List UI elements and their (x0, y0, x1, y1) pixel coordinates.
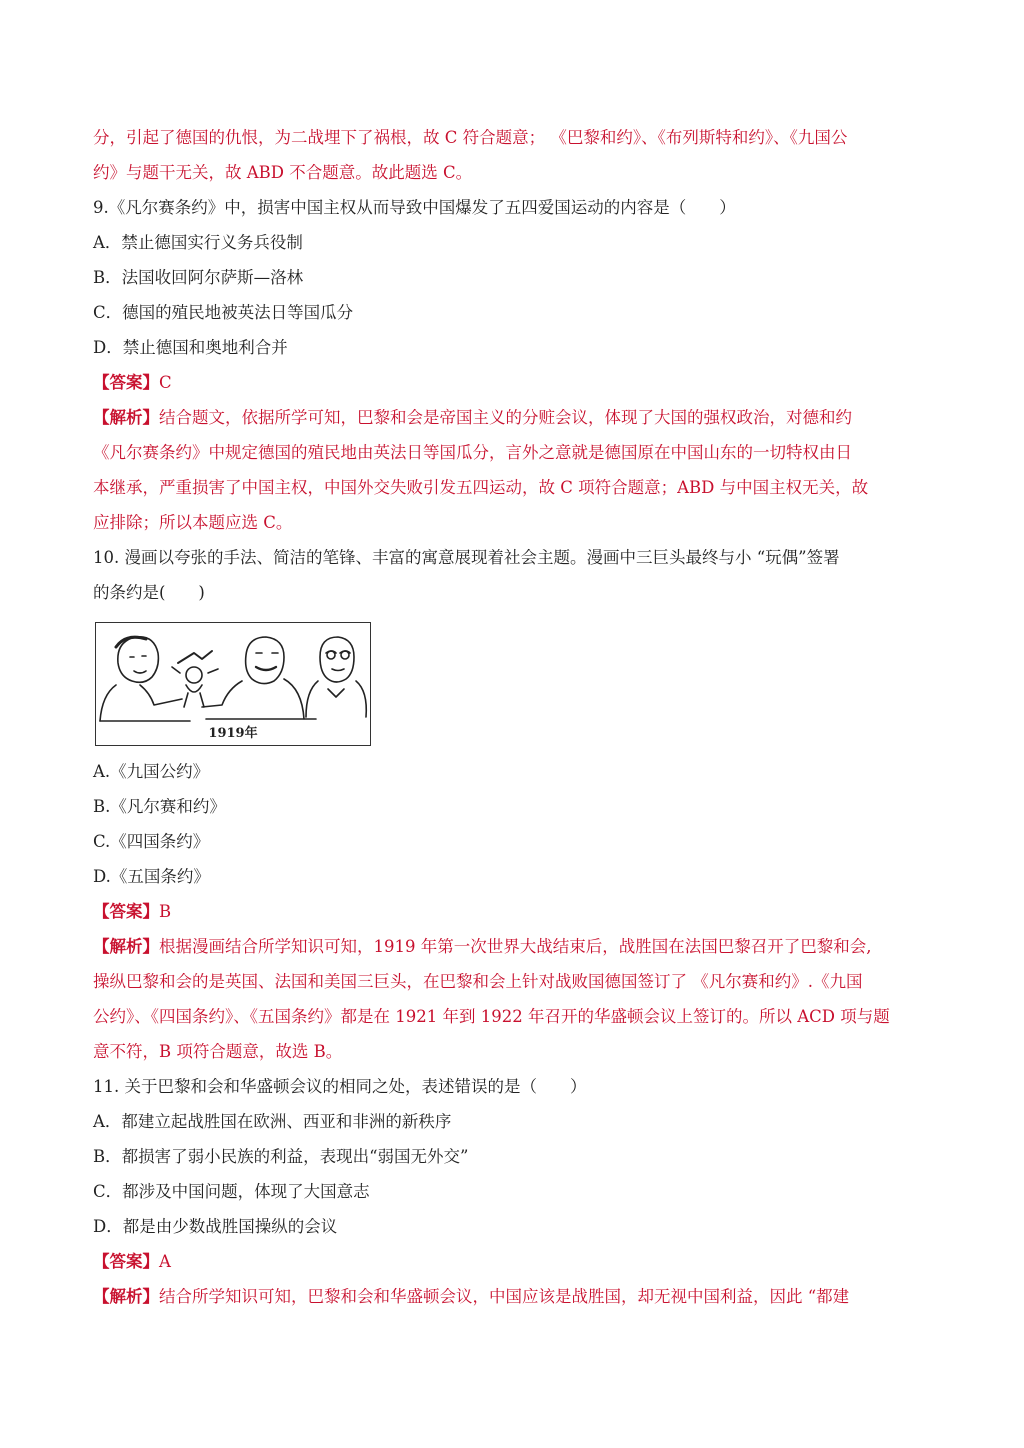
q10-stem-line-1: 10. 漫画以夸张的手法、简洁的笔锋、丰富的寓意展现着社会主题。漫画中三巨头最终与小 “玩偶”签署 (93, 548, 840, 567)
analysis-label: 【解析】 (93, 1287, 159, 1306)
q10-analysis-line-2: 操纵巴黎和会的是英国、法国和美国三巨头，在巴黎和会上针对战败国德国签订了 《凡尔赛和约》.《九国 (93, 972, 863, 991)
q10-cartoon-image (95, 622, 371, 746)
answer-label: 【答案】 (93, 902, 159, 921)
q9-analysis-line-1: 【解析】结合题文，依据所学可知，巴黎和会是帝国主义的分赃会议，体现了大国的强权政治，对德和约 (93, 408, 852, 427)
q9-answer (93, 365, 933, 400)
q10-option-c: C.《四国条约》 (93, 832, 210, 851)
q10-analysis-line-3: 公约》、《四国条约》、《五国条约》都是在 1921 年到 1922 年召开的华盛顿会议上签订的。所以 ACD 项与题 (93, 1007, 890, 1026)
prev-analysis-line-2: 约》与题干无关，故 ABD 不合题意。故此题选 C。 (93, 163, 473, 182)
q9-analysis-line-4: 应排除；所以本题应选 C。 (93, 513, 293, 532)
q10-analysis-line-1: 【解析】根据漫画结合所学知识可知，1919 年第一次世界大战结束后，战胜国在法国巴黎召开了巴黎和会, (93, 937, 872, 956)
q11-stem: 11. 关于巴黎和会和华盛顿会议的相同之处，表述错误的是（ ） (93, 1077, 587, 1096)
q10-option-a: A.《九国公约》 (93, 762, 210, 781)
q11-answer (93, 1244, 933, 1279)
q9-answer-value: C (159, 373, 172, 392)
q10-answer-value: B (159, 902, 172, 921)
page-content (93, 120, 933, 1314)
answer-label: 【答案】 (93, 1252, 159, 1271)
q10-answer (93, 894, 933, 929)
q11-option-a: A．都建立起战胜国在欧洲、西亚和非洲的新秩序 (93, 1112, 452, 1131)
q11-answer-value: A (159, 1252, 171, 1271)
q11-option-b: B．都损害了弱小民族的利益，表现出“弱国无外交” (93, 1147, 469, 1166)
q9-option-d: D．禁止德国和奥地利合并 (93, 338, 288, 357)
q10-option-b: B.《凡尔赛和约》 (93, 797, 226, 816)
q9-option-a: A．禁止德国实行义务兵役制 (93, 233, 303, 252)
q9-analysis-line-2: 《凡尔赛条约》中规定德国的殖民地由英法日等国瓜分，言外之意就是德国原在中国山东的一切特权由日 (93, 443, 852, 462)
cartoon-caption: 1919年 (208, 726, 258, 741)
q11-option-d: D．都是由少数战胜国操纵的会议 (93, 1217, 338, 1236)
q11-option-c: C．都涉及中国问题，体现了大国意志 (93, 1182, 370, 1201)
q9-analysis-line-3: 本继承，严重损害了中国主权，中国外交失败引发五四运动，故 C 项符合题意；ABD 与中国主权无关，故 (93, 478, 869, 497)
q10-analysis-line-4: 意不符，B 项符合题意，故选 B。 (93, 1042, 343, 1061)
q9-option-b: B．法国收回阿尔萨斯—洛林 (93, 268, 304, 287)
analysis-label: 【解析】 (93, 408, 159, 427)
answer-label: 【答案】 (93, 373, 159, 392)
q10-stem-line-2: 的条约是( ) (93, 583, 205, 602)
q11-analysis-line-1: 【解析】结合所学知识可知，巴黎和会和华盛顿会议，中国应该是战胜国，却无视中国利益，因此 “都建 (93, 1287, 850, 1306)
prev-analysis-line-1: 分，引起了德国的仇恨，为二战埋下了祸根，故 C 符合题意； 《巴黎和约》、《布列斯特和约》、《九国公 (93, 128, 848, 147)
analysis-label: 【解析】 (93, 937, 159, 956)
q9-option-c: C．德国的殖民地被英法日等国瓜分 (93, 303, 354, 322)
q10-option-d: D.《五国条约》 (93, 867, 210, 886)
q9-stem: 9.《凡尔赛条约》中，损害中国主权从而导致中国爆发了五四爱国运动的内容是（ ） (93, 198, 736, 217)
